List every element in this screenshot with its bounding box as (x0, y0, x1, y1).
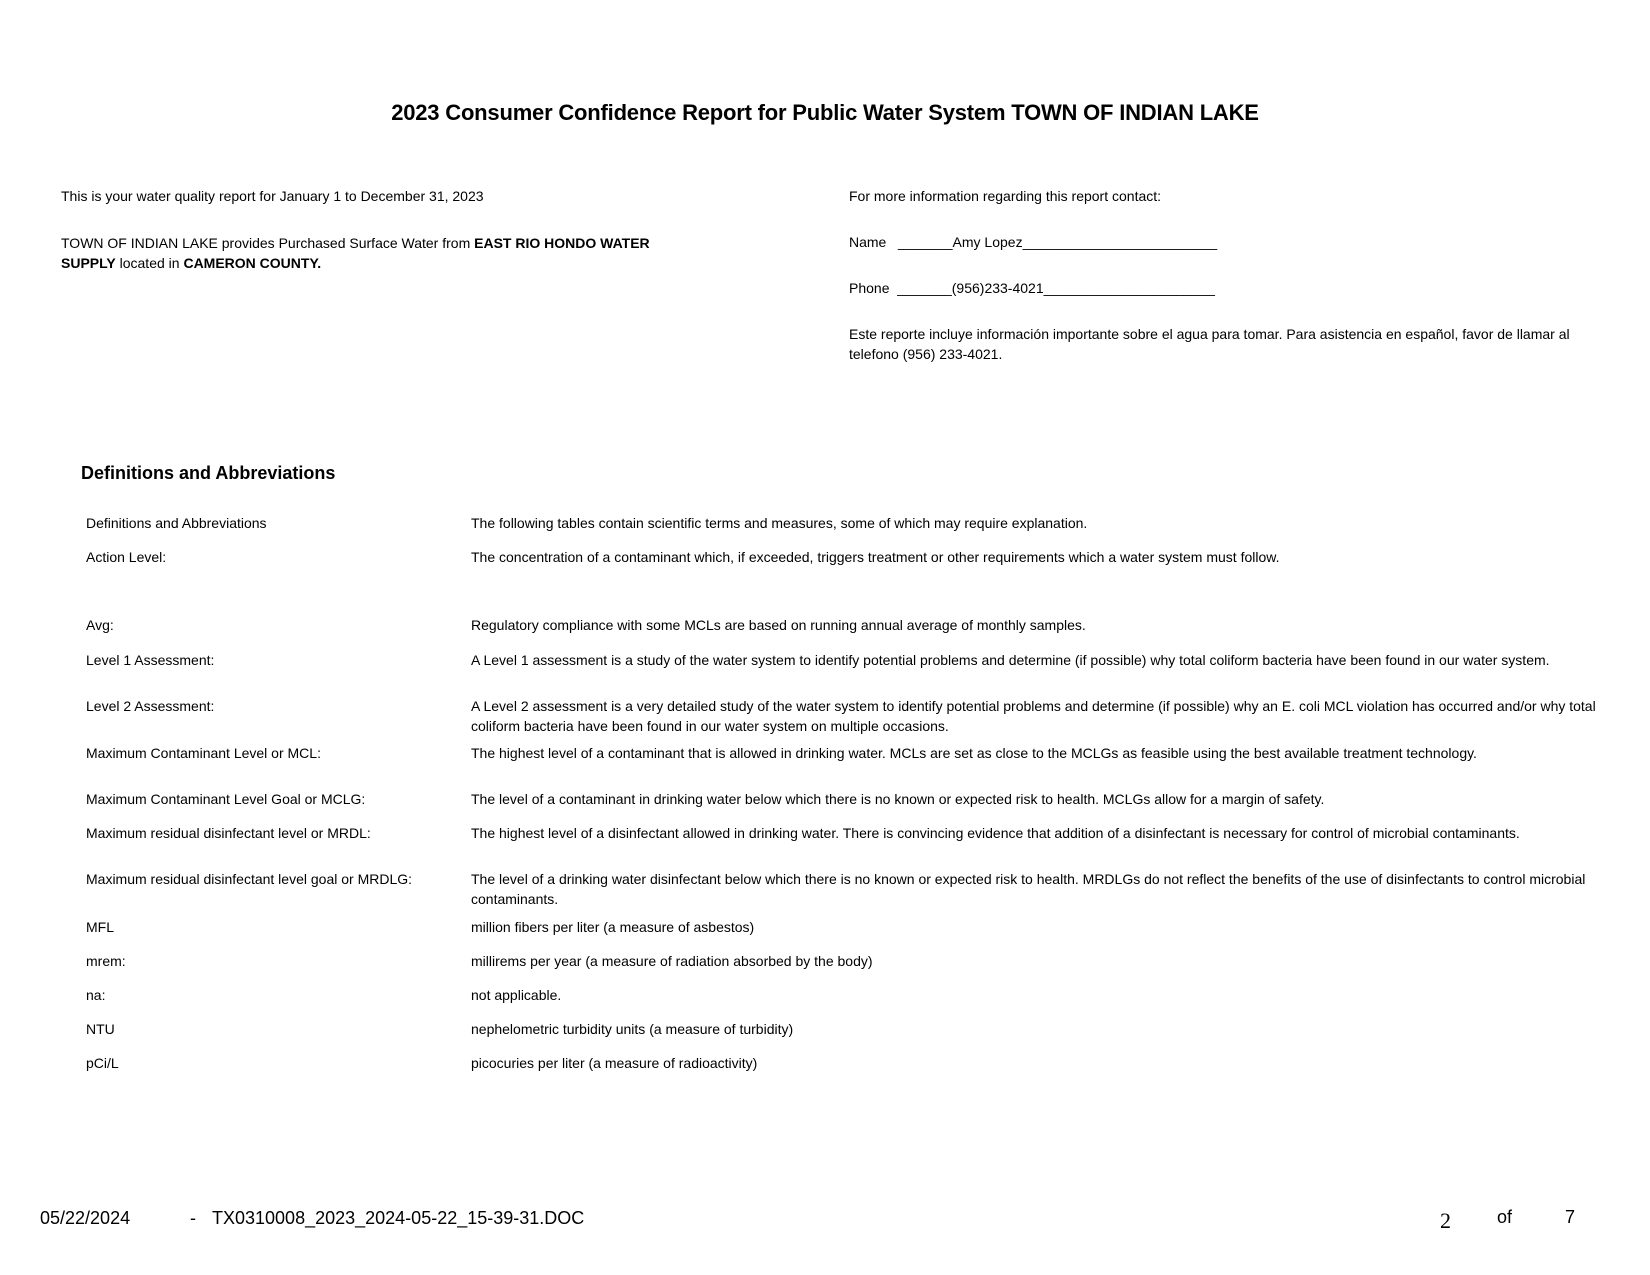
definition-description: picocuries per liter (a measure of radioactivity) (471, 1055, 758, 1071)
definition-term: na: (86, 987, 106, 1003)
contact-info (849, 186, 1589, 364)
footer-separator: - (190, 1208, 196, 1228)
definition-description: The concentration of a contaminant which, if exceeded, triggers treatment or other requirements which a water system must follow. (471, 549, 1280, 565)
report-intro (61, 186, 661, 273)
definition-term: Maximum residual disinfectant level or MRDL: (86, 825, 371, 841)
definition-term: Maximum Contaminant Level Goal or MCLG: (86, 791, 366, 807)
definition-term: pCi/L (86, 1055, 119, 1071)
definition-term: Level 2 Assessment: (86, 698, 215, 714)
definition-term: Level 1 Assessment: (86, 652, 215, 668)
contact-name-row (849, 232, 1589, 252)
definition-description: The following tables contain scientific terms and measures, some of which may require explanation. (471, 515, 1088, 531)
definition-description: A Level 2 assessment is a very detailed study of the water system to identify potential problems and determine (if possible) why an E. coli MCL violation has occurred and/or why total coliform bacteria have been found in our water system on multiple occasions. (471, 698, 1596, 734)
definition-term: Definitions and Abbreviations (86, 515, 267, 531)
definition-description: A Level 1 assessment is a study of the water system to identify potential problems and determine (if possible) why total coliform bacteria have been found in our water system. (471, 652, 1550, 668)
spanish-note: Este reporte incluye información importante sobre el agua para tomar. Para asistencia en español, favor de llamar al telefono (956) 233-4021. (849, 326, 1570, 362)
source-text-1: TOWN OF INDIAN LAKE provides Purchased Surface Water from (61, 235, 475, 251)
definition-term: mrem: (86, 953, 126, 969)
definition-term: Action Level: (86, 549, 167, 565)
definition-description: nephelometric turbidity units (a measure of turbidity) (471, 1021, 794, 1037)
contact-name-value: _______Amy Lopez_________________________ (898, 234, 1218, 250)
page-title: 2023 Consumer Confidence Report for Public Water System TOWN OF INDIAN LAKE (391, 100, 1259, 125)
definition-term: Avg: (86, 617, 114, 633)
footer-of-label: of (1497, 1207, 1513, 1227)
report-period: This is your water quality report for January 1 to December 31, 2023 (61, 188, 484, 204)
definition-description: The level of a drinking water disinfectant below which there is no known or expected risk to health. MRDLGs do not reflect the benefits of the use of disinfectants to control microbial contaminants. (471, 871, 1586, 907)
definition-term: Maximum residual disinfectant level goal or MRDLG: (86, 871, 413, 887)
contact-name-label: Name (849, 234, 887, 250)
definition-term: Maximum Contaminant Level or MCL: (86, 745, 321, 761)
source-text-2: located in (115, 255, 184, 271)
definition-description: The highest level of a contaminant that is allowed in drinking water. MCLs are set as close to the MCLGs as feasible using the best available treatment technology. (471, 745, 1477, 761)
footer-date: 05/22/2024 (40, 1208, 131, 1228)
source-name: EAST RIO HONDO WATER SUPPLY (61, 235, 650, 271)
definitions-heading: Definitions and Abbreviations (81, 463, 336, 483)
definition-description: millirems per year (a measure of radiation absorbed by the body) (471, 953, 873, 969)
county-name: CAMERON COUNTY. (183, 255, 322, 271)
footer-total-pages: 7 (1565, 1207, 1576, 1227)
definition-term: NTU (86, 1021, 115, 1037)
definition-description: million fibers per liter (a measure of asbestos) (471, 919, 755, 935)
footer-page-number: 2 (1440, 1208, 1451, 1233)
water-source-statement (61, 233, 661, 273)
definition-description: The level of a contaminant in drinking water below which there is no known or expected risk to health. MCLGs allow for a margin of safety. (471, 791, 1325, 807)
footer-filename: TX0310008_2023_2024-05-22_15-39-31.DOC (212, 1208, 585, 1228)
definition-description: The highest level of a disinfectant allowed in drinking water. There is convincing evidence that addition of a disinfectant is necessary for control of microbial contaminants. (471, 825, 1520, 841)
definition-description: Regulatory compliance with some MCLs are based on running annual average of monthly samples. (471, 617, 1086, 633)
contact-phone-label: Phone (849, 280, 890, 296)
definition-description: not applicable. (471, 987, 562, 1003)
definition-term: MFL (86, 919, 114, 935)
contact-phone-value: _______(956)233-4021______________________ (897, 280, 1215, 296)
contact-phone-row (849, 278, 1589, 298)
contact-heading: For more information regarding this report contact: (849, 188, 1162, 204)
